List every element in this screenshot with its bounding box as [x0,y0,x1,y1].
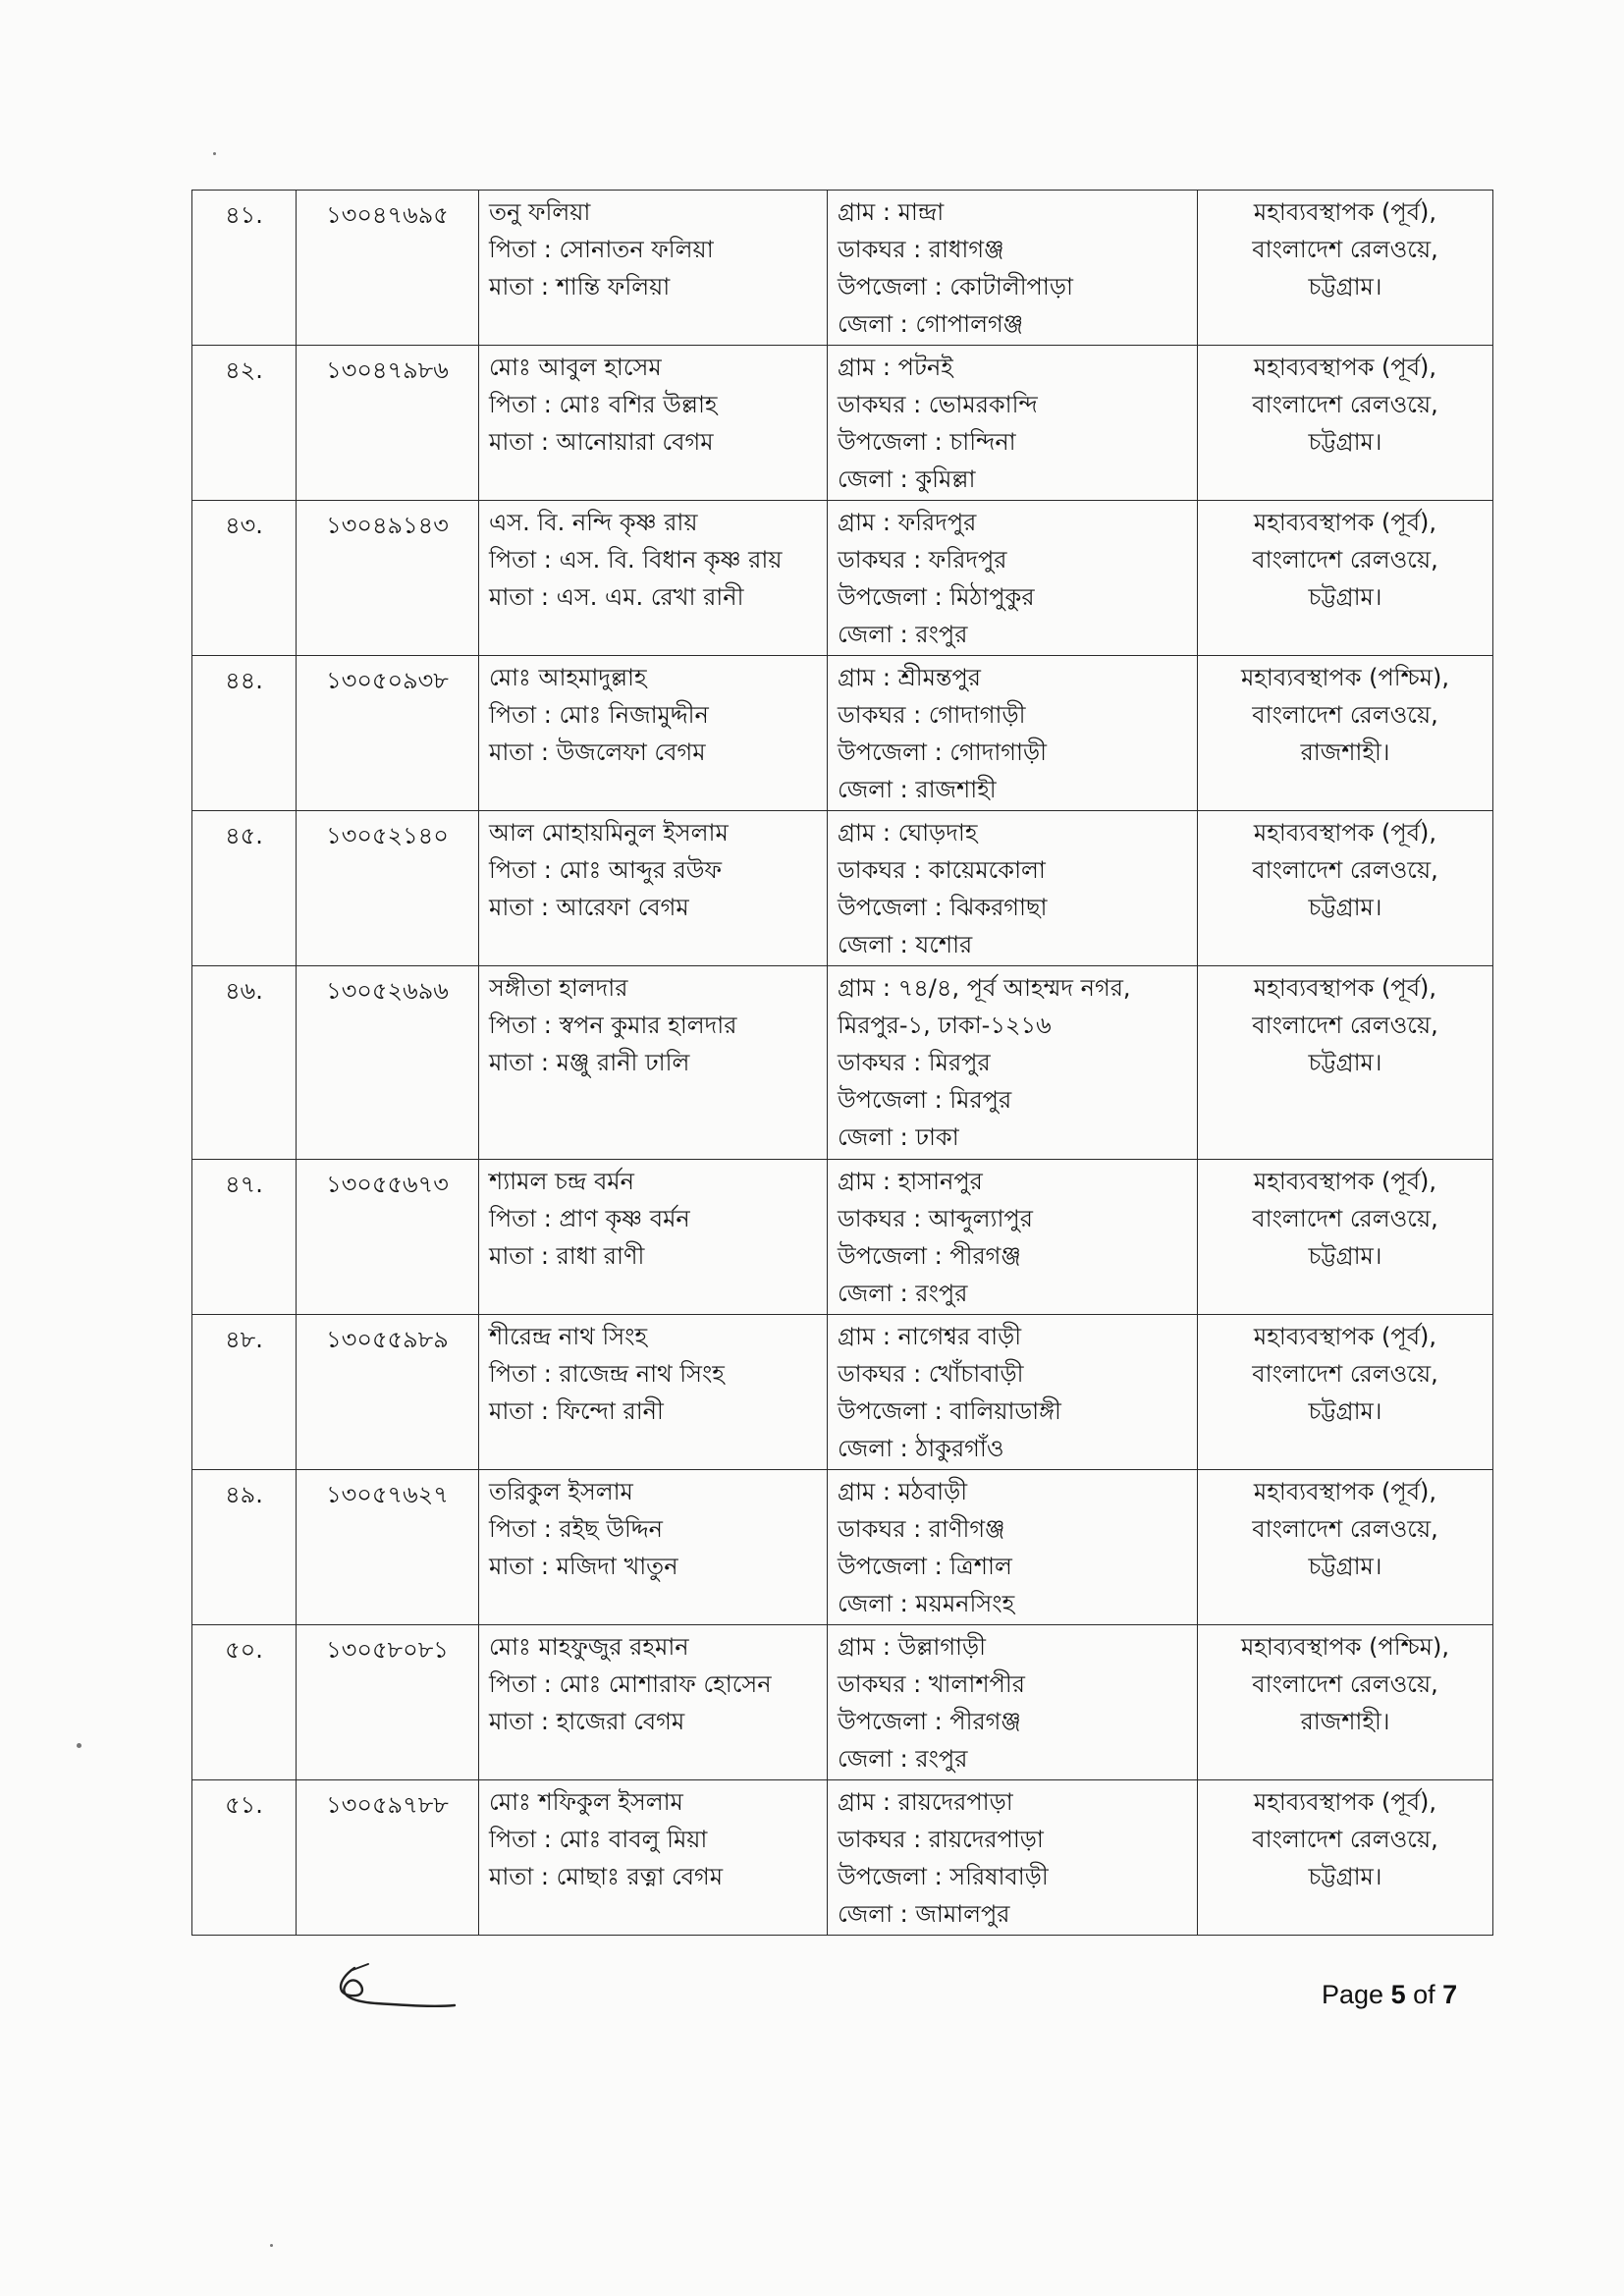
address-line: জেলা : যশোর [838,931,973,958]
serial-cell [192,191,297,346]
mother-name: মাতা : রাধা রাণী [489,1242,645,1270]
roll-cell [297,1780,479,1936]
address-line: ডাকঘর : রাণীগঞ্জ [838,1515,1005,1543]
authority-line: বাংলাদেশ রেলওয়ে, [1252,546,1438,574]
address-cell [828,1470,1198,1625]
address-line: গ্রাম : মান্দ্রা [838,198,945,226]
address-line: জেলা : জামালপুর [838,1900,1010,1928]
address-cell [828,191,1198,346]
mother-name: মাতা : শান্তি ফলিয়া [489,273,671,301]
father-name: পিতা : প্রাণ কৃষ্ণ বর্মন [489,1205,690,1232]
page-prefix: Page [1322,1980,1391,2009]
father-name: পিতা : মোঃ মোশারাফ হোসেন [489,1670,772,1698]
roll-cell [297,1625,479,1780]
name-cell [479,501,828,656]
address-cell [828,1780,1198,1936]
authority-line: মহাব্যবস্থাপক (পূর্ব), [1253,198,1437,226]
serial-number: ৪৮. [225,1326,263,1353]
candidate-name: শীরেন্দ্র নাথ সিংহ [489,1323,648,1350]
mother-name: মাতা : হাজেরা বেগম [489,1708,685,1735]
address-line: ডাকঘর : রায়দেরপাড়া [838,1826,1044,1853]
name-cell [479,811,828,966]
authority-line: চট্টগ্রাম। [1308,1242,1382,1270]
address-line: গ্রাম : হাসানপুর [838,1168,983,1195]
father-name: পিতা : মোঃ নিজামুদ্দীন [489,701,709,729]
scan-speck [270,2244,273,2247]
authority-line: বাংলাদেশ রেলওয়ে, [1252,1826,1438,1853]
name-cell [479,346,828,501]
address-line: উপজেলা : কোটালীপাড়া [838,273,1073,301]
candidate-name: মোঃ আবুল হাসেম [489,354,662,381]
address-cell [828,1625,1198,1780]
authority-line: মহাব্যবস্থাপক (পশ্চিম), [1240,664,1449,691]
authority-line: বাংলাদেশ রেলওয়ে, [1252,856,1438,884]
candidate-table [191,190,1493,1936]
authority-cell [1198,1315,1493,1470]
serial-number: ৪৬. [225,977,263,1005]
page-total: 7 [1442,1980,1458,2009]
authority-line: মহাব্যবস্থাপক (পূর্ব), [1253,1788,1437,1816]
authority-line: চট্টগ্রাম। [1308,1553,1382,1580]
authority-line: মহাব্যবস্থাপক (পূর্ব), [1253,819,1437,847]
page-number [1322,1980,1457,2010]
serial-cell [192,656,297,811]
roll-cell [297,1160,479,1315]
address-line: উপজেলা : ত্রিশাল [838,1553,1012,1580]
serial-cell [192,966,297,1160]
address-line: গ্রাম : ৭৪/৪, পূর্ব আহম্মদ নগর, [838,974,1131,1002]
authority-line: বাংলাদেশ রেলওয়ে, [1252,1360,1438,1388]
address-line: গ্রাম : নাগেশ্বর বাড়ী [838,1323,1022,1350]
mother-name: মাতা : আনোয়ারা বেগম [489,428,714,456]
father-name: পিতা : রাজেন্দ্র নাথ সিংহ [489,1360,725,1388]
address-cell [828,966,1198,1160]
address-line: ডাকঘর : ফরিদপুর [838,546,1007,574]
authority-line: বাংলাদেশ রেলওয়ে, [1252,236,1438,263]
page-sheet [191,190,1493,1936]
authority-line: রাজশাহী। [1300,1708,1390,1735]
address-line: ডাকঘর : মিরপুর [838,1049,991,1076]
address-line: গ্রাম : শ্রীমন্তপুর [838,664,981,691]
authority-line: মহাব্যবস্থাপক (পূর্ব), [1253,1323,1437,1350]
table-row [192,1160,1493,1315]
mother-name: মাতা : আরেফা বেগম [489,894,689,921]
name-cell [479,1625,828,1780]
name-cell [479,1160,828,1315]
candidate-name: মোঃ শফিকুল ইসলাম [489,1788,683,1816]
address-line: গ্রাম : উল্লাগাড়ী [838,1633,987,1661]
address-line: উপজেলা : গোদাগাড়ী [838,738,1047,766]
candidate-name: মোঃ মাহফুজুর রহমান [489,1633,689,1661]
authority-cell [1198,811,1493,966]
address-line: মিরপুর-১, ঢাকা-১২১৬ [838,1011,1052,1039]
mother-name: মাতা : মঞ্জু রানী ঢালি [489,1049,690,1076]
father-name: পিতা : মোঃ আব্দুর রউফ [489,856,723,884]
address-line: ডাকঘর : কায়েমকোলা [838,856,1046,884]
serial-cell [192,501,297,656]
address-line: উপজেলা : চান্দিনা [838,428,1016,456]
roll-number: ১৩০৫০৯৩৮ [326,667,449,694]
address-line: উপজেলা : পীরগঞ্জ [838,1242,1021,1270]
father-name: পিতা : মোঃ বশির উল্লাহ [489,391,718,418]
authority-line: মহাব্যবস্থাপক (পশ্চিম), [1240,1633,1449,1661]
roll-number: ১৩০৫৫৯৮৯ [326,1326,449,1353]
table-row [192,966,1493,1160]
address-cell [828,811,1198,966]
candidate-name: সঙ্গীতা হালদার [489,974,628,1002]
address-line: উপজেলা : পীরগঞ্জ [838,1708,1021,1735]
address-line: উপজেলা : মিঠাপুকুর [838,583,1035,611]
table-row [192,191,1493,346]
name-cell [479,1780,828,1936]
serial-cell [192,1315,297,1470]
authority-line: বাংলাদেশ রেলওয়ে, [1252,391,1438,418]
address-line: গ্রাম : ফরিদপুর [838,509,977,536]
father-name: পিতা : স্বপন কুমার হালদার [489,1011,737,1039]
authority-line: বাংলাদেশ রেলওয়ে, [1252,1670,1438,1698]
candidate-name: আল মোহায়মিনুল ইসলাম [489,819,729,847]
roll-number: ১৩০৫৯৭৮৮ [326,1791,449,1819]
address-cell [828,1315,1198,1470]
authority-cell [1198,346,1493,501]
page-of: of [1405,1980,1443,2009]
address-cell [828,346,1198,501]
address-line: উপজেলা : সরিষাবাড়ী [838,1863,1049,1890]
serial-cell [192,1625,297,1780]
address-line: ডাকঘর : খোঁচাবাড়ী [838,1360,1024,1388]
address-cell [828,501,1198,656]
serial-cell [192,346,297,501]
serial-number: ৪৯. [225,1481,263,1508]
address-line: জেলা : রংপুর [838,1745,968,1773]
name-cell [479,656,828,811]
address-cell [828,656,1198,811]
roll-cell [297,656,479,811]
table-row [192,656,1493,811]
address-line: জেলা : ঠাকুরগাঁও [838,1435,1004,1462]
mother-name: মাতা : মজিদা খাতুন [489,1553,678,1580]
table-row [192,1470,1493,1625]
address-line: গ্রাম : পটনই [838,354,953,381]
authority-line: চট্টগ্রাম। [1308,1863,1382,1890]
table-row [192,1315,1493,1470]
authority-line: চট্টগ্রাম। [1308,583,1382,611]
authority-line: বাংলাদেশ রেলওয়ে, [1252,1011,1438,1039]
father-name: পিতা : সোনাতন ফলিয়া [489,236,714,263]
roll-number: ১৩০৫৮০৮১ [326,1636,449,1664]
candidate-name: শ্যামল চন্দ্র বর্মন [489,1168,634,1195]
roll-number: ১৩০৫২৬৯৬ [326,977,449,1005]
name-cell [479,191,828,346]
roll-number: ১৩০৪৯১৪৩ [326,512,449,539]
roll-cell [297,1470,479,1625]
page-current: 5 [1390,1980,1406,2009]
roll-number: ১৩০৫২১৪০ [326,822,449,849]
authority-cell [1198,1470,1493,1625]
address-line: উপজেলা : মিরপুর [838,1086,1012,1114]
authority-cell [1198,1625,1493,1780]
serial-number: ৫০. [225,1636,263,1664]
father-name: পিতা : মোঃ বাবলু মিয়া [489,1826,708,1853]
authority-line: মহাব্যবস্থাপক (পূর্ব), [1253,354,1437,381]
authority-line: রাজশাহী। [1300,738,1390,766]
table-row [192,1625,1493,1780]
address-line: গ্রাম : মঠবাড়ী [838,1478,968,1505]
address-line: জেলা : রংপুর [838,621,968,648]
table-row [192,501,1493,656]
address-line: ডাকঘর : ভোমরকান্দি [838,391,1038,418]
address-line: জেলা : গোপালগঞ্জ [838,310,1024,338]
authority-line: মহাব্যবস্থাপক (পূর্ব), [1253,1478,1437,1505]
address-line: ডাকঘর : রাধাগঞ্জ [838,236,1004,263]
authority-cell [1198,501,1493,656]
authority-line: চট্টগ্রাম। [1308,428,1382,456]
roll-cell [297,1315,479,1470]
authority-line: বাংলাদেশ রেলওয়ে, [1252,1205,1438,1232]
name-cell [479,966,828,1160]
roll-cell [297,501,479,656]
mother-name: মাতা : ফিন্দো রানী [489,1397,664,1425]
address-line: উপজেলা : ঝিকরগাছা [838,894,1048,921]
authority-line: বাংলাদেশ রেলওয়ে, [1252,1515,1438,1543]
mother-name: মাতা : এস. এম. রেখা রানী [489,583,744,611]
roll-number: ১৩০৫৭৬২৭ [326,1481,449,1508]
authority-cell [1198,191,1493,346]
address-line: ডাকঘর : আব্দুল্যাপুর [838,1205,1033,1232]
roll-cell [297,811,479,966]
roll-number: ১৩০৫৫৬৭৩ [326,1171,449,1198]
candidate-name: এস. বি. নন্দি কৃষ্ণ রায় [489,509,698,536]
table-body [192,191,1493,1936]
address-line: গ্রাম : রায়দেরপাড়া [838,1788,1013,1816]
authority-line: মহাব্যবস্থাপক (পূর্ব), [1253,509,1437,536]
authority-cell [1198,1160,1493,1315]
authority-line: মহাব্যবস্থাপক (পূর্ব), [1253,1168,1437,1195]
signature-mark [327,1958,464,2017]
candidate-name: তনু ফলিয়া [489,198,591,226]
address-line: জেলা : রংপুর [838,1280,968,1307]
roll-number: ১৩০৪৭৬৯৫ [326,201,449,229]
roll-cell [297,191,479,346]
roll-number: ১৩০৪৭৯৮৬ [326,356,449,384]
authority-line: মহাব্যবস্থাপক (পূর্ব), [1253,974,1437,1002]
authority-cell [1198,656,1493,811]
name-cell [479,1315,828,1470]
roll-cell [297,966,479,1160]
address-line: জেলা : ঢাকা [838,1123,959,1151]
address-line: গ্রাম : ঘোড়দাহ [838,819,978,847]
address-line: জেলা : ময়মনসিংহ [838,1590,1015,1617]
serial-number: ৫১. [225,1791,263,1819]
scan-speck [213,152,216,155]
serial-cell [192,811,297,966]
scan-speck [77,1743,81,1748]
mother-name: মাতা : মোছাঃ রত্না বেগম [489,1863,724,1890]
father-name: পিতা : এস. বি. বিধান কৃষ্ণ রায় [489,546,783,574]
address-line: ডাকঘর : খালাশপীর [838,1670,1025,1698]
authority-line: চট্টগ্রাম। [1308,1397,1382,1425]
authority-cell [1198,1780,1493,1936]
authority-line: চট্টগ্রাম। [1308,1049,1382,1076]
father-name: পিতা : রইছ উদ্দিন [489,1515,663,1543]
roll-cell [297,346,479,501]
address-line: জেলা : কুমিল্লা [838,465,976,493]
address-line: ডাকঘর : গোদাগাড়ী [838,701,1026,729]
candidate-name: তরিকুল ইসলাম [489,1478,633,1505]
serial-cell [192,1470,297,1625]
address-cell [828,1160,1198,1315]
serial-number: ৪১. [225,201,263,229]
serial-number: ৪২. [225,356,263,384]
authority-line: বাংলাদেশ রেলওয়ে, [1252,701,1438,729]
serial-cell [192,1780,297,1936]
name-cell [479,1470,828,1625]
serial-number: ৪৪. [225,667,263,694]
authority-line: চট্টগ্রাম। [1308,273,1382,301]
address-line: জেলা : রাজশাহী [838,776,997,803]
serial-number: ৪৩. [225,512,263,539]
table-row [192,346,1493,501]
authority-line: চট্টগ্রাম। [1308,894,1382,921]
serial-number: ৪৫. [225,822,263,849]
mother-name: মাতা : উজলেফা বেগম [489,738,706,766]
address-line: উপজেলা : বালিয়াডাঙ্গী [838,1397,1061,1425]
candidate-name: মোঃ আহমাদুল্লাহ [489,664,647,691]
serial-number: ৪৭. [225,1171,263,1198]
table-row [192,811,1493,966]
authority-cell [1198,966,1493,1160]
serial-cell [192,1160,297,1315]
table-row [192,1780,1493,1936]
